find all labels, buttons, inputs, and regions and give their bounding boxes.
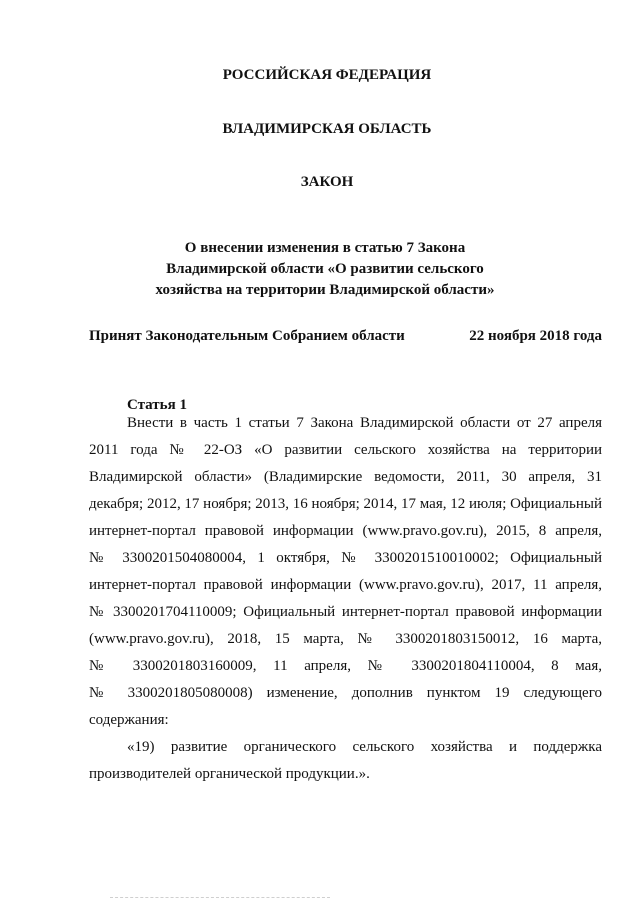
body-line: «19) развитие органического сельского хозяйства и поддержка <box>127 739 602 755</box>
article-title: Статья 1 <box>127 397 187 413</box>
country-heading: РОССИЙСКАЯ ФЕДЕРАЦИЯ <box>222 67 432 83</box>
body-line: декабря; 2012, 17 ноября; 2013, 16 ноября; 2014, 17 мая, 12 июля; Официальный <box>89 496 602 512</box>
body-line: № 3300201805080008) изменение, дополнив пунктом 19 следующего <box>89 685 602 701</box>
region-heading: ВЛАДИМИРСКАЯ ОБЛАСТЬ <box>222 121 432 137</box>
body-line: (www.pravo.gov.ru), 2018, 15 марта, № 3300201803150012, 16 марта, <box>89 631 602 647</box>
body-line: 2011 года № 22-ОЗ «О развитии сельского хозяйства на территории <box>89 442 602 458</box>
body-line: Владимирской области» (Владимирские ведомости, 2011, 30 апреля, 31 <box>89 469 602 485</box>
body-line: № 3300201803160009, 11 апреля, № 3300201804110004, 8 мая, <box>89 658 602 674</box>
adoption-line <box>89 327 602 345</box>
subject-line: хозяйства на территории Владимирской области» <box>155 282 495 298</box>
body-line: содержания: <box>89 712 169 728</box>
article-body <box>89 410 602 788</box>
subject-line: Владимирской области «О развитии сельского <box>166 261 484 277</box>
subject-line: О внесении изменения в статью 7 Закона <box>184 240 466 256</box>
doc-type-heading: ЗАКОН <box>300 174 354 190</box>
law-subject <box>150 238 500 301</box>
body-line: № 3300201704110009; Официальный интернет-портал правовой информации <box>89 604 602 620</box>
scan-artifact <box>110 897 330 899</box>
body-line: Внести в часть 1 статьи 7 Закона Владимирской области от 27 апреля <box>127 415 602 431</box>
body-line: производителей органической продукции.». <box>89 766 370 782</box>
adoption-date: 22 ноября 2018 года <box>469 328 602 344</box>
body-line: интернет-портал правовой информации (www.pravo.gov.ru), 2017, 11 апреля, <box>89 577 602 593</box>
body-line: № 3300201504080004, 1 октября, № 3300201510010002; Официальный <box>89 550 602 566</box>
adopting-body: Принят Законодательным Собранием области <box>89 328 405 344</box>
body-line: интернет-портал правовой информации (www.pravo.gov.ru), 2015, 8 апреля, <box>89 523 602 539</box>
